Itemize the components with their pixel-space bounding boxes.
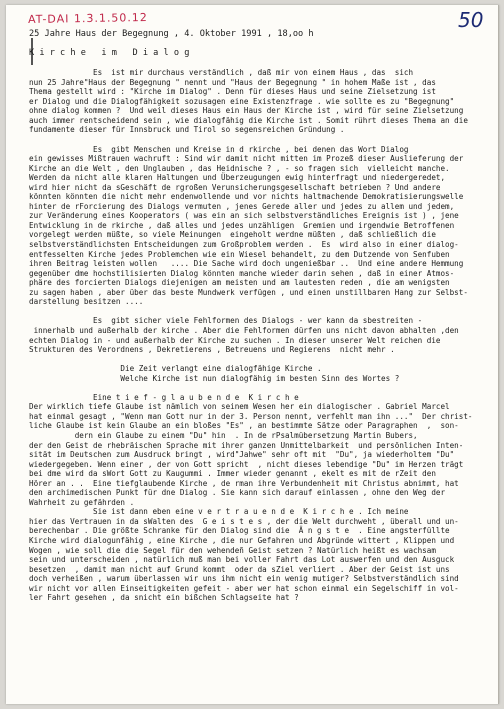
body-line: könnten könnten die nicht mehr endenwollende und vor nichts haltmachende Demokratisierungswelle xyxy=(29,192,464,202)
body-line: wird hier nicht da sGeschäft de rgroßen Verunsicherungsgesellschaft betrieben ? Und andere xyxy=(29,182,441,192)
body-line: wiedergegeben. Wenn einer , der von Gott spricht , nicht dieses lebendige "Du" im Herzen trägt xyxy=(29,459,464,469)
body-line: sein und unterscheiden , natürlich muß man bei voller Fahrt das Lot auswerfen und den Ausguck xyxy=(29,555,455,565)
body-line: Thema gestellt wird : "Kirche im Dialog" . Denn für dieses Haus und seine Zielsetzung ist xyxy=(29,87,436,97)
body-line: Es gibt sicher viele Fehlformen des Dialogs - wer kann da sbestreiten - xyxy=(29,316,423,326)
body-line: sität im Deutschen zum Ausdruck bringt , wird"Jahwe" sehr oft mit "Du", ja wiederholtem "Du" xyxy=(29,450,455,460)
body-line: Wahrheit zu gefährden . xyxy=(29,497,135,507)
body-line: doch verheißen , warum überlassen wir uns ihm nicht ein wenig mutiger? Selbstverständlich sind xyxy=(29,574,459,584)
body-line: er Dialog und die Dialogfähigkeit sozusagen eine Existenzfrage . wie sollte es zu "Begegnung" xyxy=(29,96,455,106)
body-line: phäre des forcierten Dialogs diejenigen am meisten und am lautesten reden , die am wenigsten xyxy=(29,278,450,288)
body-line: Es ist mir durchaus verständlich , daß mir von einem Haus , das sich xyxy=(29,68,414,78)
body-line: auch immer rentscheidend sein , wie dialogfähig die Kirche ist . Somit rührt dieses Thema an die xyxy=(29,115,468,125)
body-line: darstellung besitzen .... xyxy=(29,297,144,307)
body-lines xyxy=(29,68,499,603)
body-line: fundamente dieser für Innsbruck und Tirol so segensreichen Gründung . xyxy=(29,125,345,135)
body-line: Hörer an . . Eine tiefglaubende Kirche , de rman ihre Verbundenheit mit Christus abnimmt, hat xyxy=(29,478,459,488)
body-line: ihren Beitrag leisten wollen .... Die Sache wird doch ungenießbar .. Und eine andere Hemmung xyxy=(29,259,464,269)
body-line: wir nicht vor allen Einseitigkeiten gefeit - aber wer hat schon einmal ein Segelschiff in vol- xyxy=(29,583,459,593)
body-line: echten Dialog in - und außerhalb der Kirche zu suchen . In dieser unserer Welt reichen die xyxy=(29,335,441,345)
body-line: bei dme wird da sWort Gott zu Kaugummi . Immer wieder genannt , ekelt es mit de rZeit den xyxy=(29,469,436,479)
body-line: Kirche wird dialogunfähig , eine Kirche , die nur Gefahren und Abgründe wittert , Klippen und xyxy=(29,535,455,545)
body-line: gegenüber dme hochstilisierten Dialog könnten manche wieder darin sehen , daß in einer Atmos- xyxy=(29,268,455,278)
body-line: berechenbar . Die größte Schranke für den Dialog sind die Ä n g s t e . Eine angsterfüllte xyxy=(29,526,450,536)
archive-mark: AT-DAI 1.3.1.50.12 xyxy=(27,10,148,27)
body-line: den archimedischen Punkt für dne Dialog . Sie kann sich darauf einlassen , ohne den Weg der xyxy=(29,488,446,498)
body-line: Sie ist dann eben eine v e r t r a u e n d e K i r c h e . Ich meine xyxy=(29,507,409,517)
body-line: innerhalb und außerhalb der kirche . Aber die Fehlformen dürfen uns nicht davon abhalten ,den xyxy=(29,325,459,335)
page-number-mark: 50 xyxy=(458,8,484,32)
body-line: nun 25 Jahre"Haus der Begegnung " nennt und "Haus der Begegnung " in hohem Maße ist , das xyxy=(29,77,436,87)
body-line: zu sagen haben , aber über das beste Mundwerk verfügen , und einen unstillbaren Hang zur Selbst- xyxy=(29,287,468,297)
body-line: Kirche an die Welt , den Unglauben , das Heidnische ? , - so fragen sich vielleicht manche. xyxy=(29,163,450,173)
body-line: hat einmal gesagt , "Wenn man Gott nur in der 3. Person nennt, verfehlt man ihn ..." Der christ- xyxy=(29,411,473,421)
body-line: Strukturen des Verordnens , Dekretierens , Betreuens und Regierens nicht mehr . xyxy=(29,345,395,355)
body-line: der den Geist de rhebräischen Sprache mit ihrer ganzen Unmittelbarkeit und persönlichen Inten- xyxy=(29,440,464,450)
body-line xyxy=(29,135,499,145)
body-line: ohne dialog kommen ? Und weil dieses Haus ein Haus der Kirche ist , wird für seine Zielsetzung xyxy=(29,106,464,116)
body-line: Wogen , wie soll die die Segel für den wehendeñ Geist setzen ? Natürlich heißt es wachsam xyxy=(29,545,436,555)
body-line: Entwicklung in de rkirche , daß alles und jedes unzähligen Gremien und irgendwie Betroffenen xyxy=(29,220,455,230)
body-line: Es gibt Menschen und Kreise in d rkirche , bei denen das Wort Dialog xyxy=(29,144,409,154)
spacer xyxy=(29,59,499,69)
body-line xyxy=(29,383,499,393)
body-line: Welche Kirche ist nun dialogfähig im besten Sinn des Wortes ? xyxy=(29,373,400,383)
document-page xyxy=(6,5,499,704)
body-line: zur Veränderung eines Kooperators ( was ein an sich selbstverständliches Ereignis ist ) , jene xyxy=(29,211,459,221)
document-header: 25 Jahre Haus der Begegnung , 4. Oktober 1991 , 18,oo h xyxy=(29,29,314,39)
body-line: Eine t i e f - g l a u b e n d e K i r c h e xyxy=(29,392,299,402)
body-line xyxy=(29,307,499,317)
body-line: Werden da nicht alle klaren Haltungen und Überzeugungen ewig hinterfragt und niedergeredet, xyxy=(29,173,446,183)
body-line: ler Fahrt gesehen , da snicht ein bißchen Schlagseite hat ? xyxy=(29,593,299,603)
body-line: selbstverständlichsten Entscheidungen zum Großproblem werden . Es wird also in einer dialog- xyxy=(29,240,459,250)
body-line: besetzen , damit man nicht auf Grund kommt oder da sZiel verliert . Aber der Geist ist uns xyxy=(29,564,450,574)
body-line: dern ein Glaube zu einem "Du" hin . In de rPsalmübersetzung Martin Bubers, xyxy=(29,430,418,440)
body-line: ein gewisses Mißtrauen wachruft : Sind wir damit nicht mitten im Prozeß dieser Auslieferung der xyxy=(29,154,464,164)
body-line: vorgelegt werden müßte, so viele Meinungen eingeholt werdne müßten , daß schließlich die xyxy=(29,230,436,240)
body-line: hier das Vertrauen in da sWalten des G e i s t e s , der die Welt durchweht , überall und un- xyxy=(29,516,459,526)
body-line: entfesselten Kirche jedes Problemchen wie ein Wiesel behandelt, zu dem Dutzende von Senfuben xyxy=(29,249,450,259)
document-body xyxy=(29,30,499,603)
body-line: Die Zeit verlangt eine dialogfähige Kirche . xyxy=(29,364,322,374)
body-line xyxy=(29,355,499,365)
body-line: Der wirklich tiefe Glaube ist nämlich von seinem Wesen her ein dialogischer . Gabriel Marcel xyxy=(29,402,450,412)
body-line: hinter de rForcierung des Dialogs vermuten , jenes Gerede aller und jedes zu allem und jedem, xyxy=(29,201,455,211)
document-title: K i r c h e i m D i a l o g xyxy=(29,48,190,59)
body-line: liche Glaube ist kein Glaube an ein bloßes "Es" , an bestimmte Sätze oder Paragraphen , son- xyxy=(29,421,459,431)
